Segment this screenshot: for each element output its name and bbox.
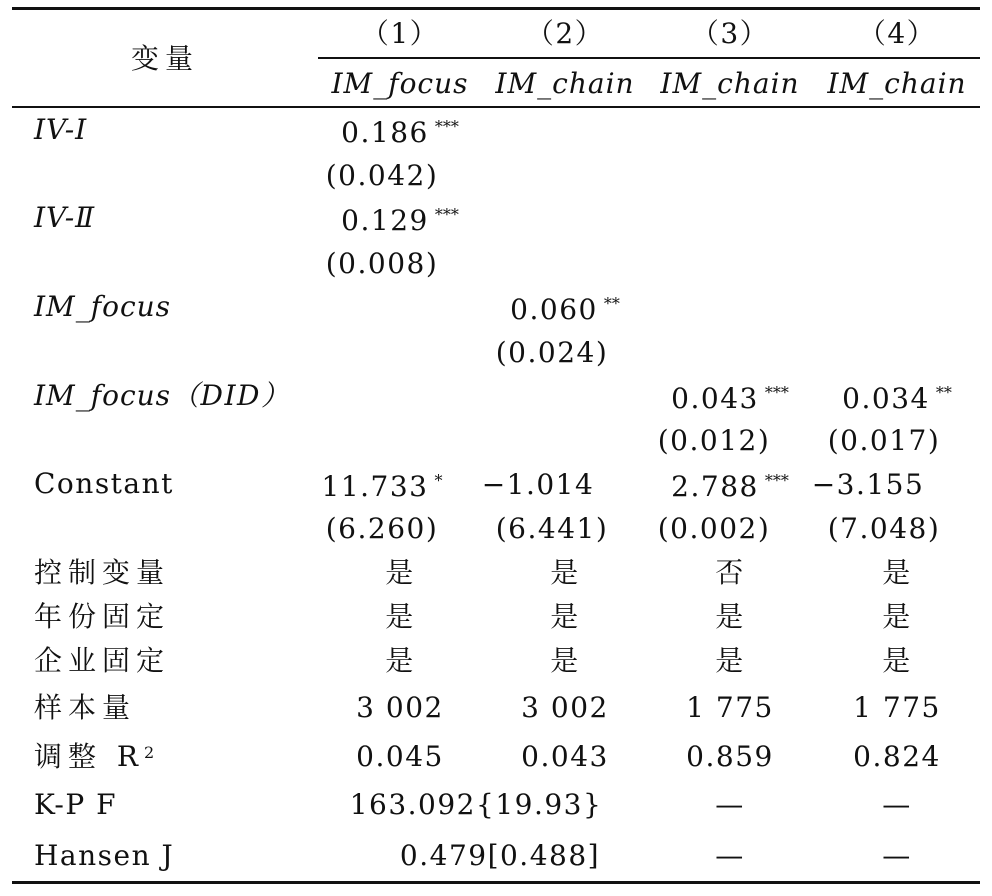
row-imfocus-c2 <box>510 294 620 326</box>
header-dep-4: IM_chain <box>827 67 967 100</box>
row-n-c3: 1 775 <box>686 691 774 724</box>
coef: 0.034 <box>842 382 930 415</box>
label-text: 调整 R <box>34 740 144 773</box>
row-adjr2-c3: 0.859 <box>686 740 774 773</box>
row-controls-c2: 是 <box>550 556 580 589</box>
row-imfocus-did-c3 <box>671 383 789 415</box>
header-col-4: （4） <box>857 17 937 50</box>
row-yearfe-c2: 是 <box>550 600 580 633</box>
coef: 0.186 <box>341 116 429 149</box>
row-imfocus-label: IM_focus <box>34 290 172 323</box>
header-sub-rule <box>318 57 980 59</box>
row-kpf-label: K-P F <box>34 788 118 821</box>
row-n-c1: 3 002 <box>356 691 444 724</box>
table-bottom-rule <box>12 881 980 884</box>
row-iv1-c1 <box>341 117 459 149</box>
row-firmfe-c1: 是 <box>385 644 415 677</box>
row-iv1-label: IV-Ⅰ <box>34 113 88 146</box>
row-firmfe-c2: 是 <box>550 644 580 677</box>
row-kpf-c4: — <box>882 788 912 821</box>
header-col-3: （3） <box>690 17 770 50</box>
significance-stars: *** <box>434 205 459 224</box>
significance-stars: ** <box>935 383 952 402</box>
significance-stars: *** <box>764 471 789 490</box>
row-adjr2-c1: 0.045 <box>356 740 444 773</box>
row-adjr2-label <box>34 741 154 773</box>
header-col-1: （1） <box>360 17 440 50</box>
row-controls-c3: 否 <box>715 556 745 589</box>
coef: 0.043 <box>671 382 759 415</box>
row-hansen-c12: 0.479[0.488] <box>399 839 601 872</box>
row-iv2-c1-se: (0.008) <box>325 247 439 280</box>
row-constant-c4: −3.155 <box>811 468 925 501</box>
row-n-label: 样本量 <box>34 691 137 724</box>
header-col-2: （2） <box>525 17 605 50</box>
row-imfocus-did-c4 <box>842 383 952 415</box>
header-bottom-rule <box>12 106 980 108</box>
row-imfocus-c2-se: (0.024) <box>495 336 609 369</box>
row-controls-c1: 是 <box>385 556 415 589</box>
row-firmfe-c3: 是 <box>715 644 745 677</box>
row-controls-c4: 是 <box>882 556 912 589</box>
row-iv2-label: IV-Ⅱ <box>34 201 96 234</box>
row-adjr2-c2: 0.043 <box>521 740 609 773</box>
significance-stars: *** <box>764 383 789 402</box>
row-hansen-c4: — <box>882 839 912 872</box>
row-adjr2-c4: 0.824 <box>853 740 941 773</box>
coef: 11.733 <box>321 470 429 503</box>
row-yearfe-label: 年份固定 <box>34 600 171 633</box>
coef: 0.060 <box>510 293 598 326</box>
row-yearfe-c1: 是 <box>385 600 415 633</box>
header-dep-1: IM_focus <box>331 67 469 100</box>
row-imfocus-did-c4-se: (0.017) <box>827 424 941 457</box>
row-constant-c1-se: (6.260) <box>325 512 439 545</box>
row-constant-c3-se: (0.002) <box>657 512 771 545</box>
label-main: IM_focus <box>34 379 172 412</box>
header-dep-2: IM_chain <box>495 67 635 100</box>
row-controls-label: 控制变量 <box>34 556 171 589</box>
row-yearfe-c4: 是 <box>882 600 912 633</box>
label-paren: （DID） <box>171 379 291 412</box>
row-firmfe-c4: 是 <box>882 644 912 677</box>
label-superscript: 2 <box>143 743 155 762</box>
row-firmfe-label: 企业固定 <box>34 644 171 677</box>
header-variable: 变量 <box>130 42 200 75</box>
row-constant-c4-se: (7.048) <box>827 512 941 545</box>
row-imfocus-did-c3-se: (0.012) <box>657 424 771 457</box>
row-n-c2: 3 002 <box>521 691 609 724</box>
table-top-rule <box>12 7 980 10</box>
row-n-c4: 1 775 <box>853 691 941 724</box>
row-kpf-c3: — <box>715 788 745 821</box>
coef: 0.129 <box>341 204 429 237</box>
row-yearfe-c3: 是 <box>715 600 745 633</box>
significance-stars: ** <box>603 294 620 313</box>
row-hansen-c3: — <box>715 839 745 872</box>
row-constant-c2-se: (6.441) <box>495 512 609 545</box>
row-imfocus-did-label <box>34 380 291 412</box>
row-kpf-c12: 163.092{19.93} <box>349 788 603 821</box>
row-constant-c2: −1.014 <box>481 468 595 501</box>
significance-stars: *** <box>434 117 459 136</box>
row-constant-label: Constant <box>34 467 174 500</box>
row-constant-c3 <box>671 471 789 503</box>
row-hansen-label: Hansen J <box>34 839 175 872</box>
row-constant-c1 <box>322 471 443 503</box>
significance-stars: * <box>434 471 443 490</box>
header-dep-3: IM_chain <box>660 67 800 100</box>
row-iv2-c1 <box>341 205 459 237</box>
coef: 2.788 <box>671 470 759 503</box>
row-iv1-c1-se: (0.042) <box>325 159 439 192</box>
